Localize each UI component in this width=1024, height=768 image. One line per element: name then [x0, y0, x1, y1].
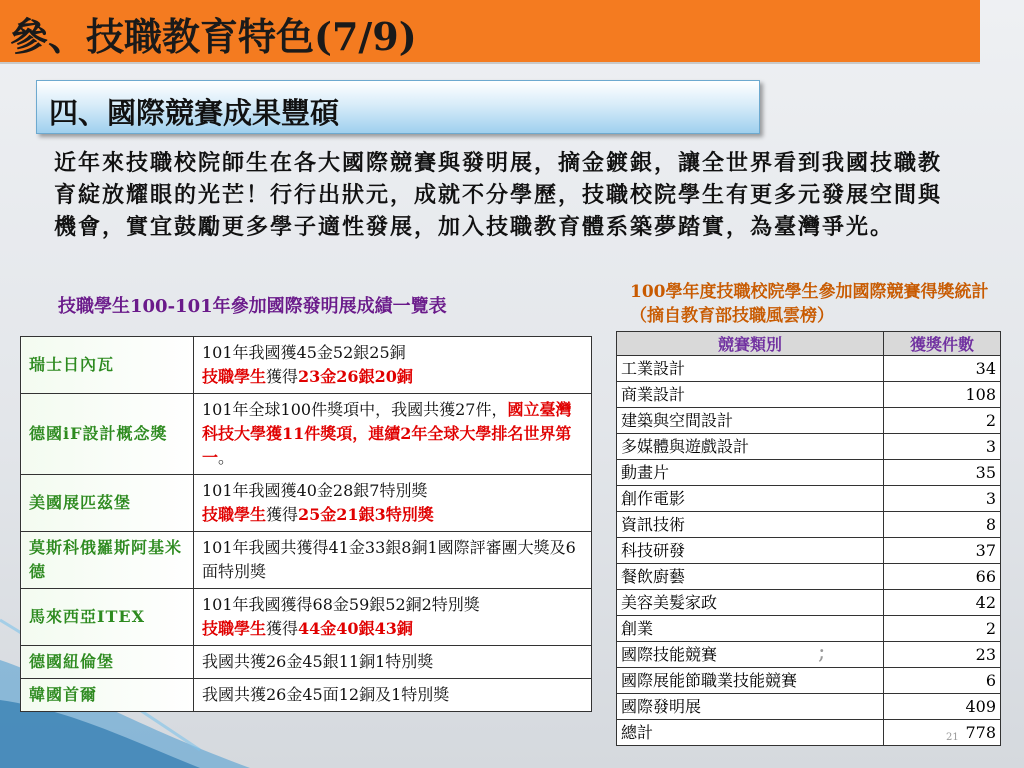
- result-highlight: 23金26銀20銅: [298, 367, 413, 386]
- competition-name: 瑞士日內瓦: [21, 337, 194, 394]
- result-line: 101年我國獲40金28銀7特別獎: [202, 481, 428, 500]
- result-highlight-label: 技職學生: [202, 619, 267, 638]
- competition-name: 德國iF設計概念獎: [21, 394, 194, 475]
- title-bar: [0, 0, 980, 62]
- table-row: [617, 356, 1001, 382]
- count-cell: 108: [884, 382, 1001, 408]
- header-category: 競賽類別: [617, 332, 884, 356]
- table-row: [617, 460, 1001, 486]
- left-results-table: [20, 336, 592, 712]
- right-table-caption: 100學年度技職校院學生參加國際競賽得獎統計（摘自教育部技職風雲榜）: [630, 282, 989, 326]
- result-highlight: 25金21銀3特別獎: [298, 505, 434, 524]
- count-cell: 409: [884, 694, 1001, 720]
- award-statistics-table: [616, 331, 1001, 746]
- count-cell: 23: [884, 642, 1001, 668]
- category-cell: 創作電影: [617, 486, 884, 512]
- category-cell: 動畫片: [617, 460, 884, 486]
- result-connector: 獲得: [266, 619, 299, 638]
- count-cell: 35: [884, 460, 1001, 486]
- result-line: 101年全球100件獎項中，我國共獲27件: [202, 400, 492, 419]
- result-highlight-label: 技職學生: [202, 367, 267, 386]
- count-cell: 34: [884, 356, 1001, 382]
- result-highlight-label: 技職學生: [202, 505, 267, 524]
- table-row: [617, 590, 1001, 616]
- table-row: [21, 679, 592, 712]
- result-line: 101年我國獲得68金59銀52銅2特別獎: [202, 595, 480, 614]
- section-heading-box: [36, 80, 760, 134]
- slide-title: 參、技職教育特色(7/9): [10, 14, 417, 59]
- table-row: [21, 646, 592, 679]
- count-cell: 6: [884, 668, 1001, 694]
- result-cell: [194, 475, 592, 532]
- result-connector: ，: [491, 400, 508, 419]
- competition-name: 美國展匹茲堡: [21, 475, 194, 532]
- category-cell: 資訊技術: [617, 512, 884, 538]
- table-row: [617, 512, 1001, 538]
- result-cell: [194, 337, 592, 394]
- count-cell: 3: [884, 486, 1001, 512]
- table-row: [617, 434, 1001, 460]
- table-header-row: [617, 332, 1001, 356]
- competition-name: 德國紐倫堡: [21, 646, 194, 679]
- left-table-caption: 技職學生100-101年參加國際發明展成績一覽表: [58, 296, 447, 317]
- table-row: [21, 337, 592, 394]
- table-row: [617, 616, 1001, 642]
- table-row: [617, 720, 1001, 746]
- result-line: 101年我國共獲得41金33銀8銅1國際評審團大獎及6面特別獎: [202, 538, 576, 581]
- category-cell: 餐飲廚藝: [617, 564, 884, 590]
- category-cell: 國際技能競賽: [617, 642, 884, 668]
- table-row: [21, 475, 592, 532]
- table-row: [617, 538, 1001, 564]
- table-row: [21, 589, 592, 646]
- category-cell: 科技研發: [617, 538, 884, 564]
- result-highlight: 44金40銀43銅: [298, 619, 413, 638]
- count-cell: 2: [884, 616, 1001, 642]
- result-connector: 獲得: [266, 367, 299, 386]
- section-heading: 四、國際競賽成果豐碩: [49, 96, 340, 130]
- result-cell: [194, 589, 592, 646]
- table-row: [617, 694, 1001, 720]
- table-row: [21, 532, 592, 589]
- table-row: [617, 642, 1001, 668]
- result-cell: [194, 646, 592, 679]
- table-row: [617, 408, 1001, 434]
- category-cell: 工業設計: [617, 356, 884, 382]
- stray-mark: ;: [818, 640, 826, 665]
- count-cell: 8: [884, 512, 1001, 538]
- category-cell: 多媒體與遊戲設計: [617, 434, 884, 460]
- table-row: [21, 394, 592, 475]
- count-cell: 66: [884, 564, 1001, 590]
- category-cell: 美容美髮家政: [617, 590, 884, 616]
- category-cell: 國際發明展: [617, 694, 884, 720]
- table-row: [617, 564, 1001, 590]
- result-highlight: 國立臺灣科技大學獲11件獎項，連續2年全球大學排名世界第一: [202, 400, 572, 467]
- result-line: 我國共獲26金45銀11銅1特別獎: [202, 652, 434, 671]
- count-cell: 42: [884, 590, 1001, 616]
- category-cell: 總計: [617, 720, 884, 746]
- result-tail: 。: [218, 448, 235, 467]
- category-cell: 國際展能節職業技能競賽: [617, 668, 884, 694]
- count-cell: 2: [884, 408, 1001, 434]
- table-row: [617, 486, 1001, 512]
- result-cell: [194, 679, 592, 712]
- count-cell: 778: [884, 720, 1001, 746]
- table-row: [617, 668, 1001, 694]
- result-line: 101年我國獲45金52銀25銅: [202, 343, 406, 362]
- header-count: 獲獎件數: [884, 332, 1001, 356]
- category-cell: 建築與空間設計: [617, 408, 884, 434]
- result-connector: 獲得: [266, 505, 299, 524]
- result-cell: [194, 532, 592, 589]
- competition-name: 韓國首爾: [21, 679, 194, 712]
- competition-name: 馬來西亞ITEX: [21, 589, 194, 646]
- count-cell: 3: [884, 434, 1001, 460]
- category-cell: 商業設計: [617, 382, 884, 408]
- category-cell: 創業: [617, 616, 884, 642]
- count-cell: 37: [884, 538, 1001, 564]
- table-row: [617, 382, 1001, 408]
- result-line: 我國共獲26金45面12銅及1特別獎: [202, 685, 450, 704]
- result-cell: [194, 394, 592, 475]
- competition-name: 莫斯科俄羅斯阿基米德: [21, 532, 194, 589]
- page-number: 21: [946, 732, 959, 743]
- intro-paragraph: 近年來技職校院師生在各大國際競賽與發明展，摘金鍍銀，讓全世界看到我國技職教育綻放耀眼的光芒！行行出狀元，成就不分學歷，技職校院學生有更多元發展空間與機會，實宜鼓勵更多學子適性發展，加入技職教育體系築夢踏實，為臺灣爭光。: [54, 150, 943, 240]
